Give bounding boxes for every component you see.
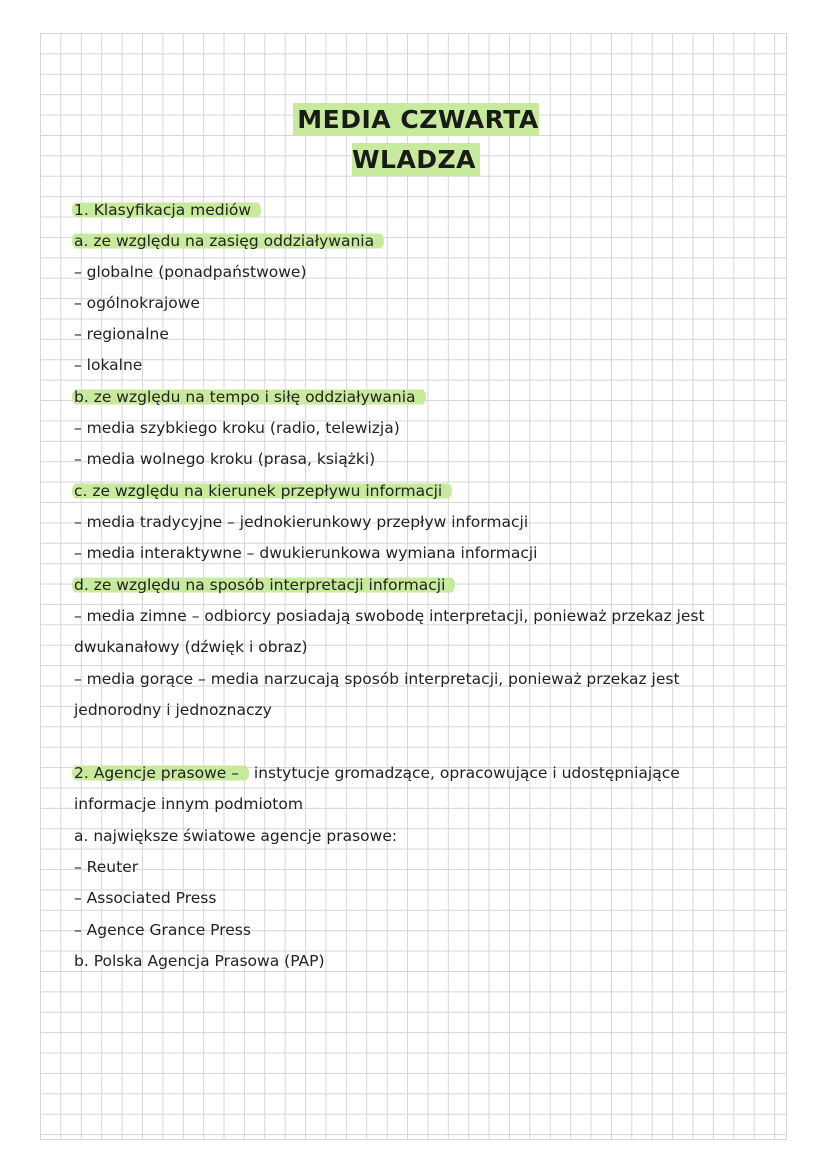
list-item: – media wolnego kroku (prasa, książki): [74, 450, 376, 468]
subsection-heading-d: d. ze względu na sposób interpretacji informacji: [74, 574, 455, 596]
list-item-continuation: jednorodny i jednoznaczy: [74, 701, 272, 719]
section-heading-1: 1. Klasyfikacja mediów: [74, 199, 261, 221]
page-title: [236, 100, 596, 174]
list-item: – Associated Press: [74, 889, 217, 907]
list-item: – media zimne – odbiorcy posiadają swobodę interpretacji, ponieważ przekaz jest: [74, 607, 705, 625]
list-heading: b. Polska Agencja Prasowa (PAP): [74, 952, 325, 970]
subsection-heading-a: a. ze względu na zasięg oddziaływania: [74, 230, 384, 252]
list-item: – media szybkiego kroku (radio, telewizja): [74, 419, 400, 437]
section-heading-2: 2. Agencje prasowe – instytucje gromadzące, opracowujące i udostępniające: [74, 764, 680, 782]
list-item: – regionalne: [74, 325, 169, 343]
list-item: – Reuter: [74, 858, 139, 876]
list-item: – globalne (ponadpaństwowe): [74, 263, 307, 281]
title-text: MEDIA CZWARTA WLADZA: [293, 103, 538, 176]
list-item: – lokalne: [74, 356, 143, 374]
list-item: – media tradycyjne – jednokierunkowy przepływ informacji: [74, 513, 529, 531]
list-item: – media gorące – media narzucają sposób interpretacji, ponieważ przekaz jest: [74, 670, 680, 688]
list-item: – Agence Grance Press: [74, 921, 251, 939]
list-item-continuation: dwukanałowy (dźwięk i obraz): [74, 638, 308, 656]
paragraph-line: informacje innym podmiotom: [74, 795, 303, 813]
subsection-heading-c: c. ze względu na kierunek przepływu informacji: [74, 480, 452, 502]
list-heading: a. największe światowe agencje prasowe:: [74, 827, 398, 845]
subsection-heading-b: b. ze względu na tempo i siłę oddziaływania: [74, 386, 426, 408]
list-item: – ogólnokrajowe: [74, 294, 200, 312]
list-item: – media interaktywne – dwukierunkowa wymiana informacji: [74, 544, 538, 562]
